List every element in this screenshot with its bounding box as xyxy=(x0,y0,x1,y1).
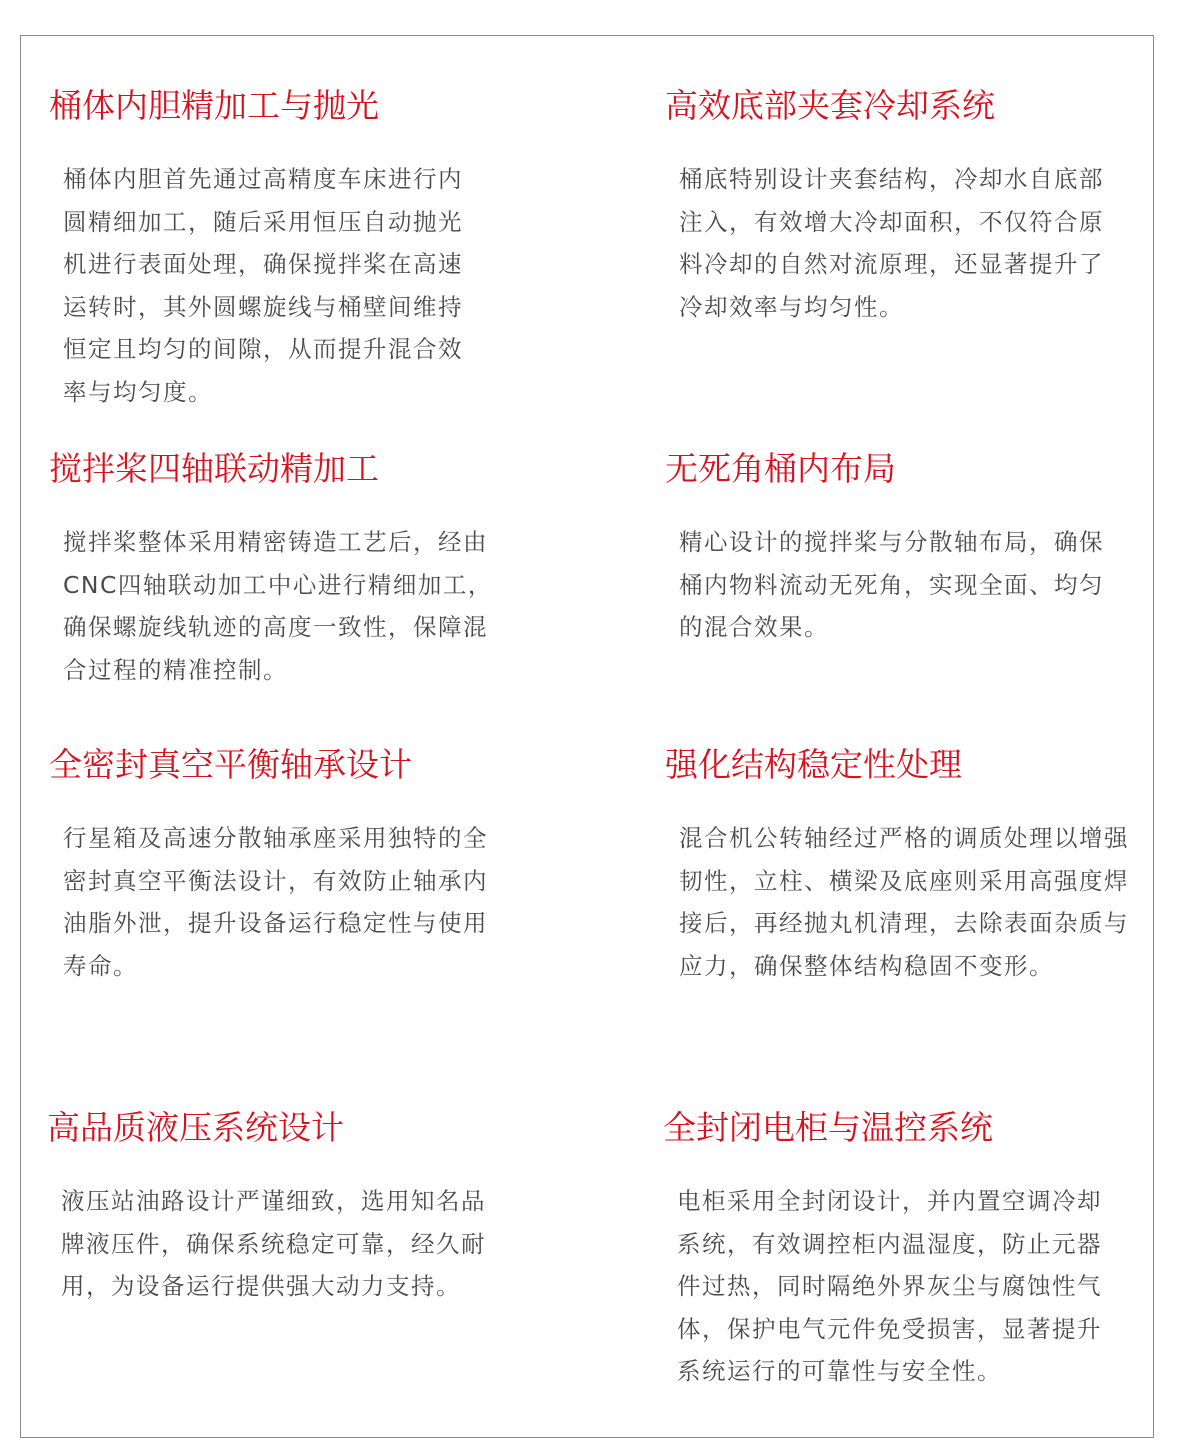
feature-title: 桶体内胆精加工与抛光 xyxy=(49,86,379,125)
feature-block-cooling-jacket xyxy=(665,86,1104,328)
feature-description: 桶体内胆首先通过高精度车床进行内 圆精细加工，随后采用恒压自动抛光 机进行表面处理，确保搅拌桨在高速 运转时，其外圆螺旋线与桶壁间维持 恒定且均匀的间隙，从而提升混合效 率与均匀度。 xyxy=(63,165,463,406)
feature-block-no-dead-angle xyxy=(665,449,1104,649)
feature-title: 高品质液压系统设计 xyxy=(47,1108,344,1147)
feature-title: 搅拌桨四轴联动精加工 xyxy=(49,449,379,488)
feature-title: 全封闭电柜与温控系统 xyxy=(663,1108,993,1147)
feature-title: 无死角桶内布局 xyxy=(665,449,896,488)
feature-title: 高效底部夹套冷却系统 xyxy=(665,86,995,125)
feature-description: 搅拌桨整体采用精密铸造工艺后，经由 CNC四轴联动加工中心进行精细加工， 确保螺旋线轨迹的高度一致性，保障混 合过程的精准控制。 xyxy=(63,528,493,684)
feature-block-tank-liner xyxy=(49,86,463,413)
feature-block-electric-cabinet xyxy=(663,1108,1102,1393)
feature-description: 行星箱及高速分散轴承座采用独特的全 密封真空平衡法设计，有效防止轴承内 油脂外泄，提升设备运行稳定性与使用 寿命。 xyxy=(63,824,488,980)
feature-description: 电柜采用全封闭设计，并内置空调冷却 系统，有效调控柜内温湿度，防止元器 件过热，同时隔绝外界灰尘与腐蚀性气 体，保护电气元件免受损害，显著提升 系统运行的可靠性与安全性。 xyxy=(677,1187,1102,1385)
feature-title: 强化结构稳定性处理 xyxy=(665,745,962,784)
feature-description: 液压站油路设计严谨细致，选用知名品 牌液压件，确保系统稳定可靠，经久耐 用，为设备运行提供强大动力支持。 xyxy=(61,1187,486,1300)
feature-block-structure-stability xyxy=(665,745,1129,987)
feature-description: 桶底特别设计夹套结构，冷却水自底部 注入，有效增大冷却面积，不仅符合原 料冷却的自然对流原理，还显著提升了 冷却效率与均匀性。 xyxy=(679,165,1104,321)
feature-description: 混合机公转轴经过严格的调质处理以增强 韧性，立柱、横梁及底座则采用高强度焊 接后，再经抛丸机清理，去除表面杂质与 应力，确保整体结构稳固不变形。 xyxy=(679,824,1129,980)
feature-block-blade-machining xyxy=(49,449,493,691)
feature-block-sealed-bearing xyxy=(49,745,488,987)
feature-title: 全密封真空平衡轴承设计 xyxy=(49,745,412,784)
feature-description: 精心设计的搅拌桨与分散轴布局，确保 桶内物料流动无死角，实现全面、均匀 的混合效果。 xyxy=(679,528,1104,641)
feature-block-hydraulic-system xyxy=(47,1108,486,1308)
